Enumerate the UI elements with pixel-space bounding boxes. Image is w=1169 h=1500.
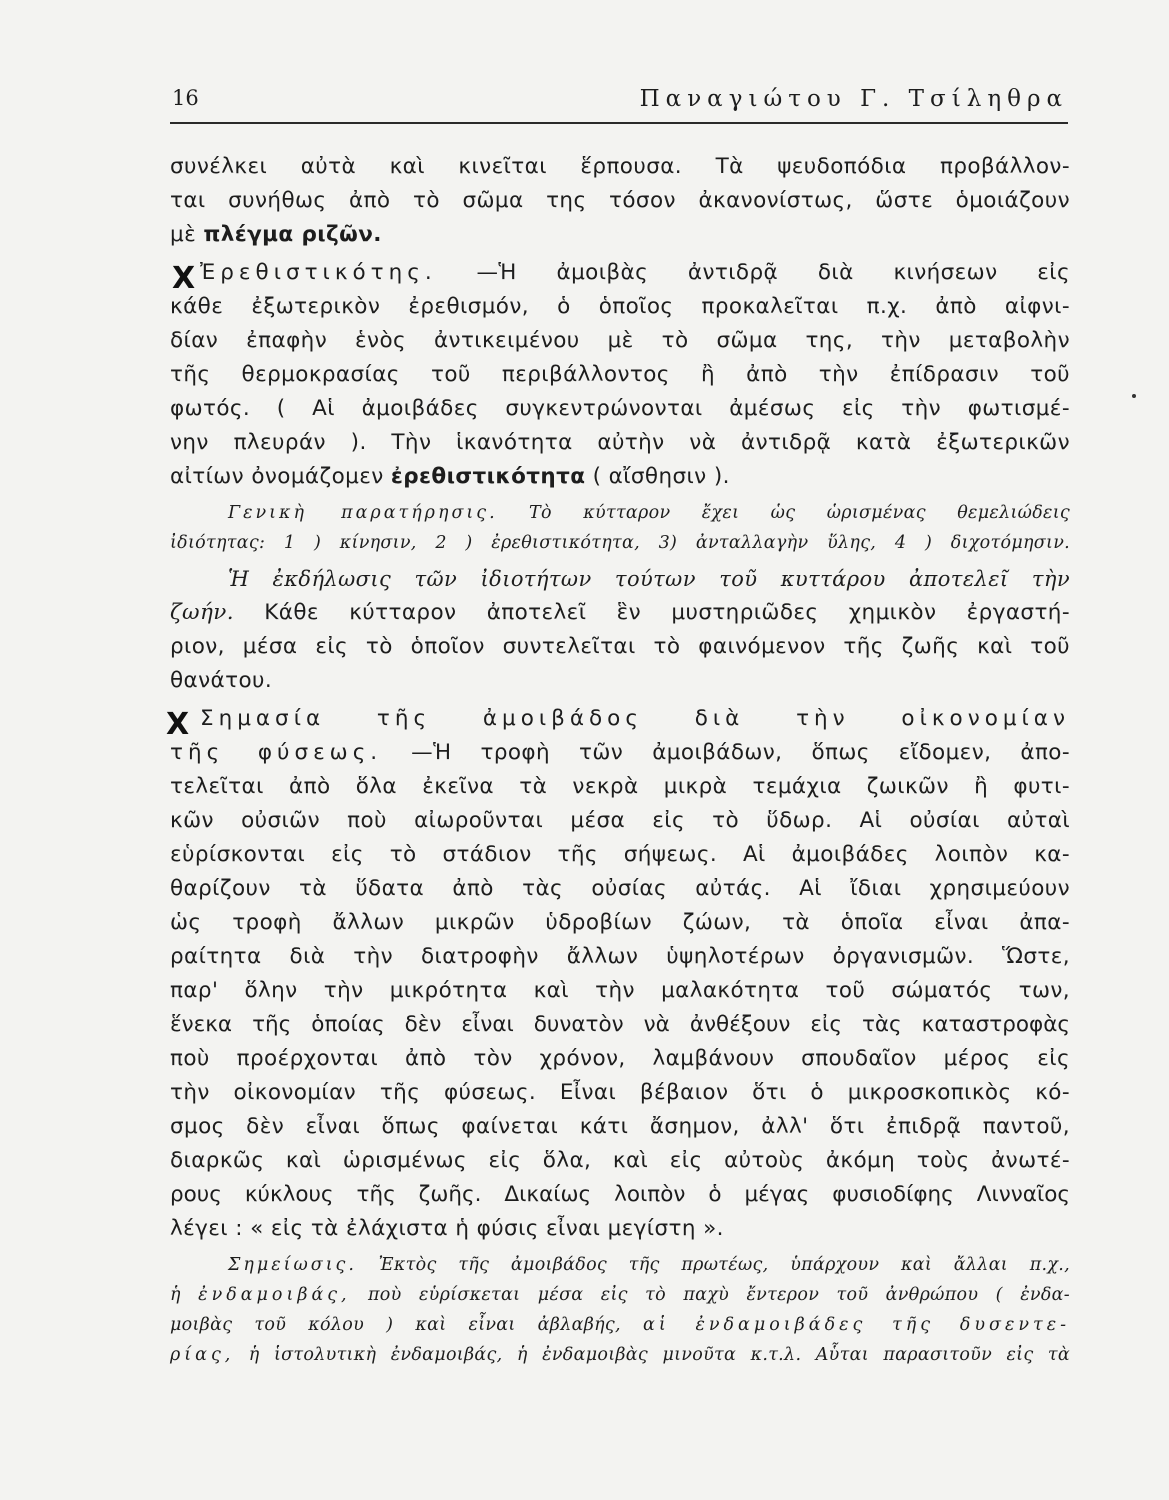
body-text bbox=[170, 150, 1070, 1370]
text-line: παρ' ὅλην τὴν μικρότητα καὶ τὴν μαλακότητα τοῦ σώματός των, bbox=[170, 978, 1070, 1003]
general-observation-note bbox=[170, 498, 1070, 558]
text-fragment: Τὸ κύτταρον ἔχει ὡς ὡρισμένας θεμελιώδεις bbox=[497, 503, 1071, 523]
text-line bbox=[170, 218, 1070, 252]
text-line bbox=[170, 1250, 1070, 1280]
remark-note bbox=[170, 1250, 1070, 1370]
text-fragment: αἰτίων ὀνομάζομεν bbox=[170, 464, 391, 489]
text-line: εὑρίσκονται εἰς τὸ στάδιον τῆς σήψεως. Αἱ ἀμοιβάδες λοιπὸν κα- bbox=[170, 842, 1070, 867]
paragraph-life bbox=[170, 562, 1070, 698]
note-heading: Σημείωσις. bbox=[228, 1255, 357, 1275]
spaced-term: ἐνδαμοιβάς, bbox=[198, 1285, 351, 1305]
text-line: ποὺ προέρχονται ἀπὸ τὸν χρόνον, λαμβάνουν σπουδαῖον μέρος εἰς bbox=[170, 1046, 1070, 1071]
text-fragment: ποὺ εὑρίσκεται μέσα εἰς τὸ παχὺ ἔντερον τοῦ ἀνθρώπου ( ἐνδα- bbox=[350, 1285, 1070, 1305]
page-header bbox=[170, 86, 1068, 124]
text-fragment: —Ἡ τροφὴ τῶν ἀμοιβάδων, ὅπως εἴδομεν, ἀπο- bbox=[382, 740, 1070, 765]
ink-speck bbox=[1132, 394, 1136, 398]
paragraph-pseudopodia bbox=[170, 150, 1070, 252]
text-line: δίαν ἐπαφὴν ἑνὸς ἀντικειμένου μὲ τὸ σῶμα της, τὴν μεταβολὴν bbox=[170, 328, 1070, 353]
text-line: σμος δὲν εἶναι ὅπως φαίνεται κάτι ἄσημον, ἀλλ' ὅτι ἐπιδρᾷ παντοῦ, bbox=[170, 1114, 1070, 1139]
running-title: Παναγιώτου Γ. Τσίληθρα bbox=[639, 86, 1068, 112]
text-fragment: ( αἴσθησιν ). bbox=[585, 464, 730, 489]
text-fragment: —Ἡ ἀμοιβὰς ἀντιδρᾷ διὰ κινήσεων εἰς bbox=[436, 260, 1070, 285]
text-line: λέγει : « εἰς τὰ ἐλάχιστα ἡ φύσις εἶναι μεγίστη ». bbox=[170, 1216, 724, 1241]
text-line bbox=[170, 1310, 1070, 1340]
text-line bbox=[170, 1280, 1070, 1310]
text-line: τὴν οἰκονομίαν τῆς φύσεως. Εἶναι βέβαιον ὅτι ὁ μικροσκοπικὸς κό- bbox=[170, 1080, 1070, 1105]
section-heading: Ἐρεθιστικότης. bbox=[200, 260, 437, 285]
text-line: διαρκῶς καὶ ὡρισμένως εἰς ὅλα, καὶ εἰς αὐτοὺς ἀκόμη τοὺς ἀνωτέ- bbox=[170, 1148, 1070, 1173]
page-number: 16 bbox=[172, 86, 199, 110]
text-line: κῶν οὐσιῶν ποὺ αἰωροῦνται μέσα εἰς τὸ ὕδωρ. Αἱ οὐσίαι αὐταὶ bbox=[170, 808, 1070, 833]
text-line: Ἡ ἐκδήλωσις τῶν ἰδιοτήτων τούτων τοῦ κυττάρου ἀποτελεῖ τὴν bbox=[228, 567, 1070, 591]
text-line: ἕνεκα τῆς ὁποίας δὲν εἶναι δυνατὸν νὰ ἀνθέξουν εἰς τὰς καταστροφὰς bbox=[170, 1012, 1070, 1037]
text-line: φωτός. ( Αἱ ἀμοιβάδες συγκεντρώνονται ἀμέσως εἰς τὴν φωτισμέ- bbox=[170, 396, 1070, 421]
text-fragment: μὲ bbox=[170, 222, 204, 247]
bold-term: ἐρεθιστικότητα bbox=[390, 464, 586, 489]
italic-term: ζωήν. bbox=[170, 600, 234, 625]
text-line: θαρίζουν τὰ ὕδατα ἀπὸ τὰς οὐσίας αὐτάς. Αἱ ἴδιαι χρησιμεύουν bbox=[170, 876, 1070, 901]
text-fragment: ἡ ἱστολυτικὴ ἐνδαμοιβάς, ἡ ἐνδαμοιβὰς μινοῦτα κ.τ.λ. Αὗται παρασιτοῦν εἰς τὰ bbox=[234, 1345, 1070, 1365]
paragraph-economy-of-nature bbox=[170, 702, 1070, 1246]
text-line: ται συνήθως ἀπὸ τὸ σῶμα της τόσον ἀκανονίστως, ὥστε ὁμοιάζουν bbox=[170, 188, 1070, 213]
text-line: ὡς τροφὴ ἄλλων μικρῶν ὑδροβίων ζώων, τὰ ὁποῖα εἶναι ἀπα- bbox=[170, 910, 1070, 935]
text-line: ραίτητα διὰ τὴν διατροφὴν ἄλλων ὑψηλοτέρων ὀργανισμῶν. Ὥστε, bbox=[170, 944, 1070, 969]
section-heading: τῆς φύσεως. bbox=[170, 740, 383, 765]
text-line: θανάτου. bbox=[170, 668, 273, 693]
text-line bbox=[170, 256, 1070, 290]
margin-x-mark: X bbox=[172, 261, 196, 296]
text-line: κάθε ἐξωτερικὸν ἐρεθισμόν, ὁ ὁποῖος προκαλεῖται π.χ. ἀπὸ αἰφνι- bbox=[170, 294, 1070, 319]
text-fragment: μοιβὰς τοῦ κόλου ) καὶ εἶναι ἀβλαβής, bbox=[170, 1315, 643, 1335]
text-line bbox=[170, 1340, 1070, 1370]
text-line bbox=[170, 736, 1070, 770]
text-line: ριον, μέσα εἰς τὸ ὁποῖον συντελεῖται τὸ φαινόμενον τῆς ζωῆς καὶ τοῦ bbox=[170, 634, 1070, 659]
spaced-term: αἱ ἐνδαμοιβάδες τῆς δυσεντε- bbox=[643, 1315, 1070, 1335]
bold-term: πλέγμα ριζῶν. bbox=[203, 222, 382, 247]
text-line: νην πλευράν ). Τὴν ἱκανότητα αὐτὴν νὰ ἀντιδρᾷ κατὰ ἐξωτερικῶν bbox=[170, 430, 1070, 455]
text-line: τῆς θερμοκρασίας τοῦ περιβάλλοντος ἢ ἀπὸ τὴν ἐπίδρασιν τοῦ bbox=[170, 362, 1070, 387]
spaced-term: ρίας, bbox=[170, 1345, 235, 1365]
text-line bbox=[170, 460, 1070, 494]
note-heading: Γενικὴ παρατήρησις. bbox=[228, 503, 498, 523]
section-heading: Σημασία τῆς ἀμοιβάδος διὰ τὴν οἰκονομίαν bbox=[200, 706, 1070, 731]
text-fragment: Κάθε κύτταρον ἀποτελεῖ ἓν μυστηριῶδες χημικὸν ἐργαστή- bbox=[233, 600, 1070, 625]
text-line bbox=[170, 596, 1070, 630]
text-line: τελεῖται ἀπὸ ὅλα ἐκεῖνα τὰ νεκρὰ μικρὰ τεμάχια ζωικῶν ἢ φυτι- bbox=[170, 774, 1070, 799]
text-line: ἰδιότητας: 1 ) κίνησιν, 2 ) ἐρεθιστικότητα, 3) ἀνταλλαγὴν ὕλης, 4 ) διχοτόμησιν. bbox=[170, 533, 1070, 553]
paragraph-irritability bbox=[170, 256, 1070, 494]
text-fragment: ἡ bbox=[170, 1285, 199, 1305]
text-line: συνέλκει αὐτὰ καὶ κινεῖται ἕρπουσα. Τὰ ψευδοπόδια προβάλλον- bbox=[170, 154, 1070, 179]
text-fragment: Ἐκτὸς τῆς ἀμοιβάδος τῆς πρωτέως, ὑπάρχουν καὶ ἄλλαι π.χ., bbox=[356, 1255, 1070, 1275]
text-line: ρους κύκλους τῆς ζωῆς. Δικαίως λοιπὸν ὁ μέγας φυσιοδίφης Λινναῖος bbox=[170, 1182, 1070, 1207]
margin-x-mark: X bbox=[166, 707, 190, 742]
text-line bbox=[170, 498, 1070, 528]
